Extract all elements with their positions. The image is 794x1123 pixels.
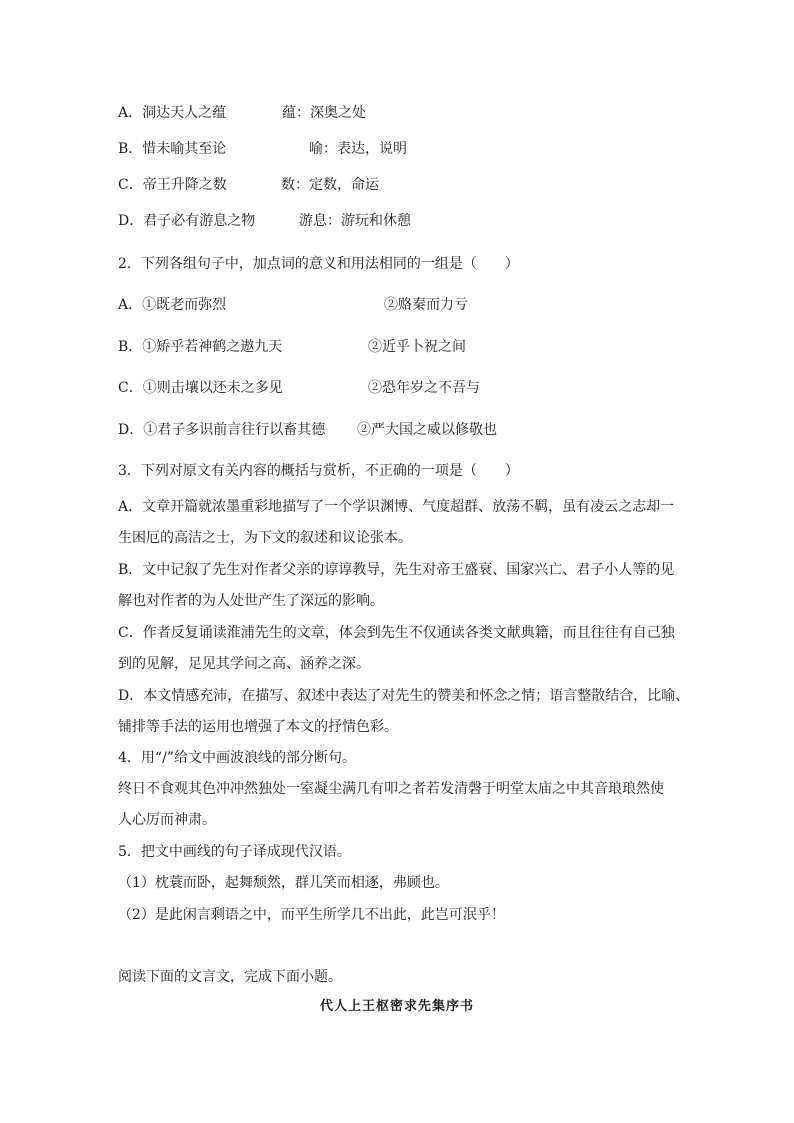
q2-option-b-second: ②近乎卜祝之间 [368,339,466,355]
q1-option-a-gloss: 蕴：深奥之处 [282,105,366,121]
q1-option-a-label: A．洞达天人之蕴 [118,105,227,121]
q4-stem: 4．用“/”给文中画波浪线的部分断句。 [118,750,356,766]
q2-stem: 2．下列各组句子中，加点词的意义和用法相同的一组是（ ） [118,256,519,272]
q1-option-d-gloss: 游息：游玩和休憩 [299,213,411,229]
q1-option-c [118,175,227,195]
q2-option-c: C．①则击壤以还未之多见 [118,380,283,396]
q5-item-1: （1）枕蓑而卧，起舞颓然，群儿笑而相逐，弗顾也。 [118,875,449,891]
reading-intro: 阅读下面的文言文，完成下面小题。 [118,969,342,985]
q2-option-b: B．①矫乎若神鹤之遨九天 [118,339,283,355]
q1-option-c-label: C．帝王升降之数 [118,177,227,193]
q1-option-c-gloss: 数：定数，命运 [281,177,379,193]
q4-text: 终日不食观其色冲冲然独处一室凝尘满几有叩之者若发清磬于明堂太庙之中其音琅琅然使 [118,781,664,797]
q1-option-a [118,103,226,123]
q1-option-d-label: D．君子必有游息之物 [118,213,256,229]
q3-line: A．文章开篇就浓墨重彩地描写了一个学识渊博、气度超群、放荡不羁，虽有凌云之志却一 [118,499,675,515]
q1-option-d [118,211,255,231]
q5-item-2: （2）是此闲言剩语之中，而平生所学几不出此，此岂可泯乎！ [118,907,505,923]
q2-option-a-second: ②赂秦而力亏 [384,297,468,313]
q3-line: 到的见解，足见其学问之高、涵养之深。 [118,656,370,672]
q3-line: B．文中记叙了先生对作者父亲的谆谆教导，先生对帝王盛衰、国家兴亡、君子小人等的见 [118,562,675,578]
q4-text: 人心厉而神肃。 [118,812,216,828]
q3-line: 生困厄的高洁之士，为下文的叙述和议论张本。 [118,530,412,546]
q2-option-c-second: ②恐年岁之不吾与 [368,380,480,396]
q3-line: D．本文情感充沛，在描写、叙述中表达了对先生的赞美和怀念之情；语言整散结合，比喻、 [118,688,690,704]
q1-option-b-gloss: 喻：表达，说明 [309,141,407,157]
q5-stem: 5．把文中画线的句子译成现代汉语。 [118,844,351,860]
q1-option-b [118,139,226,159]
q3-line: 解也对作者的为人处世产生了深远的影响。 [118,593,384,609]
q2-option-d: D．①君子多识前言往行以畜其德 [118,422,326,438]
passage-title: 代人上王枢密求先集序书 [319,999,474,1014]
q3-line: C．作者反复诵读淮浦先生的文章，体会到先生不仅通读各类文献典籍，而且往往有自己独 [118,625,675,641]
q3-line: 铺排等手法的运用也增强了本文的抒情色彩。 [118,719,398,735]
q2-option-d-second: ②严大国之威以修敬也 [357,422,497,438]
q1-option-b-label: B．惜未喻其至论 [118,141,227,157]
q2-option-a: A．①既老而弥烈 [118,297,227,313]
q3-stem: 3．下列对原文有关内容的概括与赏析，不正确的一项是（ ） [118,463,519,479]
